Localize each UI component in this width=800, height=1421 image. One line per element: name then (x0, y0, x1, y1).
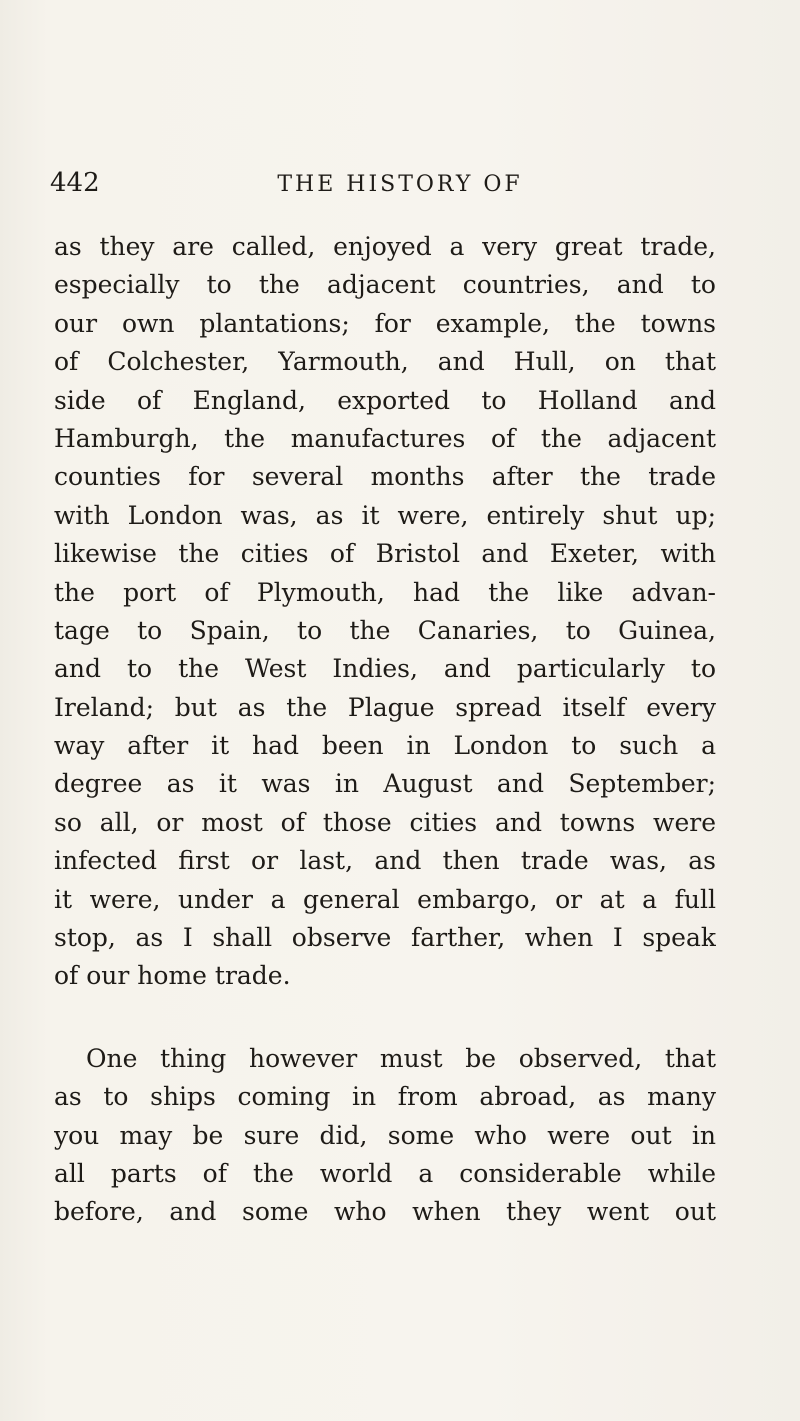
text-line: degree as it was in August and September; (54, 769, 716, 799)
text-line: especially to the adjacent countries, and to (54, 270, 716, 300)
text-line: of Colchester, Yarmouth, and Hull, on that (54, 347, 716, 377)
text-line: Hamburgh, the manufactures of the adjacent (54, 423, 716, 453)
text-line: so all, or most of those cities and towns were (54, 807, 716, 837)
text-line: One thing however must be observed, that (86, 1043, 716, 1073)
text-line: tage to Spain, to the Canaries, to Guinea, (54, 615, 716, 645)
text-line: you may be sure did, some who were out in (54, 1120, 716, 1150)
page-number: 442 (50, 168, 100, 198)
text-line: all parts of the world a considerable while (54, 1158, 716, 1188)
text-line: before, and some who when they went out (54, 1197, 716, 1227)
text-line: way after it had been in London to such a (54, 731, 716, 761)
text-line: it were, under a general embargo, or at a full (54, 884, 716, 914)
paragraph-1 (54, 228, 716, 996)
body-text (54, 228, 716, 1232)
text-line: as they are called, enjoyed a very great trade, (54, 232, 716, 261)
paragraph-spacer (54, 996, 716, 1040)
text-line: of our home trade. (54, 961, 291, 991)
text-line: counties for several months after the trade (54, 462, 716, 492)
text-line: our own plantations; for example, the towns (54, 308, 716, 338)
text-line: Ireland; but as the Plague spread itself every (54, 692, 716, 722)
running-head: THE HISTORY OF (277, 172, 523, 197)
text-line: side of England, exported to Holland and (54, 385, 716, 415)
text-line: stop, as I shall observe farther, when I speak (54, 923, 716, 953)
paragraph-2 (54, 1040, 716, 1232)
text-line: likewise the cities of Bristol and Exeter, with (54, 539, 716, 569)
text-line: and to the West Indies, and particularly to (54, 654, 716, 684)
text-line: with London was, as it were, entirely shut up; (54, 500, 716, 530)
text-line: infected first or last, and then trade was, as (54, 846, 716, 876)
text-line: the port of Plymouth, had the like advan- (54, 577, 716, 607)
text-line: as to ships coming in from abroad, as many (54, 1082, 716, 1112)
